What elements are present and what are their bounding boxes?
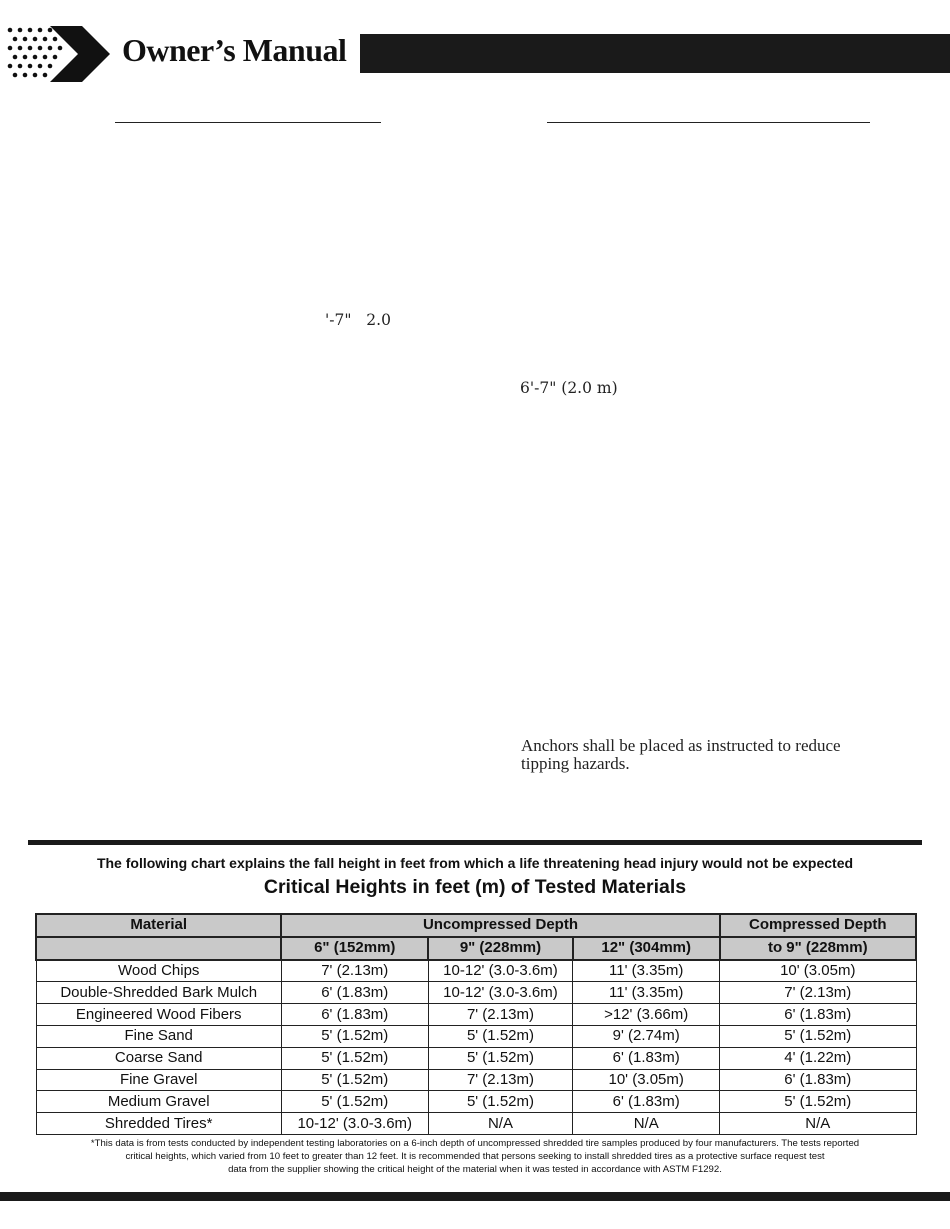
cell-6in: 6' (1.83m) [281,982,428,1004]
left-height-fragment [325,311,391,329]
right-height-fragment: 6'-7" (2.0 m) [520,379,618,397]
cell-9in: 7' (2.13m) [428,1004,573,1026]
cell-compressed: 10' (3.05m) [720,960,916,982]
table-row [36,1025,916,1047]
cell-12in: 6' (1.83m) [573,1091,720,1113]
subheader-blank [36,937,281,960]
cell-material: Wood Chips [36,960,281,982]
right-section-rule [547,122,870,123]
cell-6in: 5' (1.52m) [281,1069,428,1091]
cell-material: Shredded Tires* [36,1113,281,1135]
cell-material: Fine Sand [36,1025,281,1047]
left-height-metric: 2.0 [366,311,391,329]
header-material: Material [36,914,281,937]
cell-6in: 5' (1.52m) [281,1025,428,1047]
anchor-note-line: Anchors shall be placed as instructed to reduce [521,736,841,755]
dotted-arrow-icon [6,26,110,82]
table-row [36,960,916,982]
cell-compressed: 6' (1.83m) [720,1069,916,1091]
cell-compressed: 7' (2.13m) [720,982,916,1004]
cell-compressed: 5' (1.52m) [720,1025,916,1047]
critical-heights-table [35,913,917,1135]
anchor-note [521,737,901,773]
cell-9in: N/A [428,1113,573,1135]
cell-material: Engineered Wood Fibers [36,1004,281,1026]
table-footnote [30,1137,920,1176]
cell-12in: 9' (2.74m) [573,1025,720,1047]
cell-6in: 7' (2.13m) [281,960,428,982]
cell-compressed: N/A [720,1113,916,1135]
left-section-rule [115,122,381,123]
cell-12in: 10' (3.05m) [573,1069,720,1091]
cell-material: Medium Gravel [36,1091,281,1113]
table-row [36,1113,916,1135]
table-row [36,1004,916,1026]
cell-9in: 10-12' (3.0-3.6m) [428,982,573,1004]
cell-12in: N/A [573,1113,720,1135]
chart-title: Critical Heights in feet (m) of Tested Materials [263,876,687,898]
cell-9in: 10-12' (3.0-3.6m) [428,960,573,982]
cell-compressed: 4' (1.22m) [720,1047,916,1069]
anchor-note-line: tipping hazards. [521,754,630,773]
cell-material: Fine Gravel [36,1069,281,1091]
footnote-line: data from the supplier showing the critical height of the material when it was tested in accordance with ASTM F1292. [228,1164,722,1175]
footnote-line: critical heights, which varied from 10 feet to greater than 12 feet. It is recommended that persons seeking to install shredded tires as a protective surface request test [125,1151,825,1162]
subheader-12in: 12" (304mm) [573,937,720,960]
cell-9in: 5' (1.52m) [428,1047,573,1069]
cell-6in: 5' (1.52m) [281,1091,428,1113]
cell-12in: >12' (3.66m) [573,1004,720,1026]
section-divider [28,840,922,845]
table-row [36,982,916,1004]
header-bar [360,34,950,73]
cell-material: Coarse Sand [36,1047,281,1069]
subheader-6in: 6" (152mm) [281,937,428,960]
subheader-compressed: to 9" (228mm) [720,937,916,960]
table-row [36,1047,916,1069]
cell-12in: 11' (3.35m) [573,982,720,1004]
table-header-row [36,914,916,937]
table-subheader-row [36,937,916,960]
cell-6in: 6' (1.83m) [281,1004,428,1026]
header-compressed: Compressed Depth [720,914,916,937]
table-row [36,1069,916,1091]
table-row [36,1091,916,1113]
left-height-feet: '-7" [325,311,352,329]
cell-compressed: 6' (1.83m) [720,1004,916,1026]
cell-12in: 6' (1.83m) [573,1047,720,1069]
chart-intro: The following chart explains the fall height in feet from which a life threatening head injury would not be expected [96,855,854,871]
header-uncompressed: Uncompressed Depth [281,914,719,937]
cell-9in: 5' (1.52m) [428,1091,573,1113]
cell-6in: 10-12' (3.0-3.6m) [281,1113,428,1135]
footnote-line: *This data is from tests conducted by independent testing laboratories on a 6-inch depth of uncompressed shredded tire samples produced by four manufacturers. The tests reported [90,1138,860,1149]
footer-bar [0,1192,950,1201]
cell-compressed: 5' (1.52m) [720,1091,916,1113]
page-title: Owner’s Manual [122,32,347,68]
cell-12in: 11' (3.35m) [573,960,720,982]
subheader-9in: 9" (228mm) [428,937,573,960]
cell-6in: 5' (1.52m) [281,1047,428,1069]
cell-material: Double-Shredded Bark Mulch [36,982,281,1004]
cell-9in: 5' (1.52m) [428,1025,573,1047]
cell-9in: 7' (2.13m) [428,1069,573,1091]
